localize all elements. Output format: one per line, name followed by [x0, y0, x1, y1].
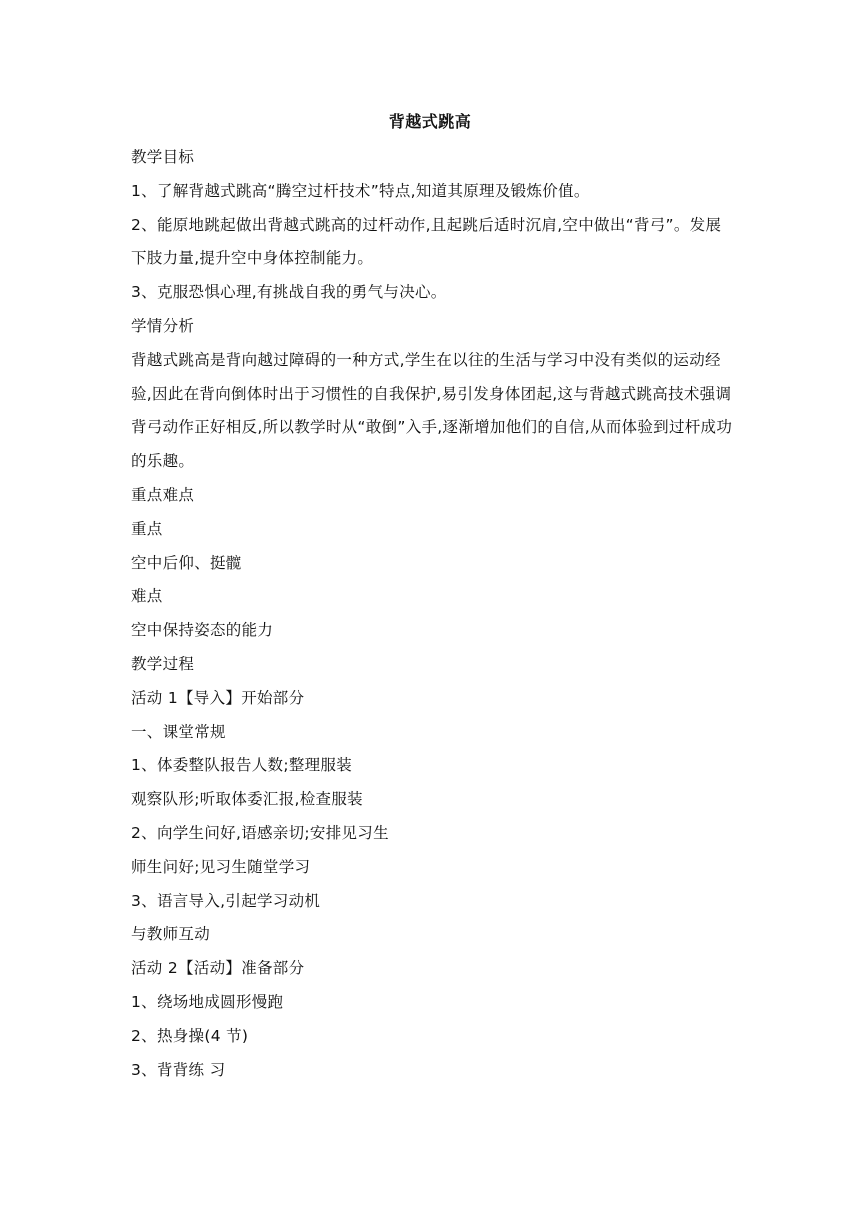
paragraph: 背越式跳高是背向越过障碍的一种方式,学生在以往的生活与学习中没有类似的运动经验,因此在背向倒体时出于习惯性的自我保护,易引发身体团起,这与背越式跳高技术强调背弓动作正好相反,所以教学时从“敢倒”入手,逐渐增加他们的自信,从而体验到过杆成功的乐趣。	[131, 350, 733, 471]
paragraph: 一、课堂常规	[131, 722, 226, 741]
paragraph: 1、体委整队报告人数;整理服装	[131, 756, 353, 775]
document-body	[131, 141, 733, 1087]
paragraph: 活动 2【活动】准备部分	[131, 959, 305, 978]
paragraph: 3、克服恐惧心理,有挑战自我的勇气与决心。	[131, 283, 447, 302]
paragraph: 观察队形;听取体委汇报,检查服装	[131, 790, 363, 809]
document-title: 背越式跳高	[388, 112, 472, 131]
paragraph: 难点	[131, 587, 163, 606]
paragraph: 1、了解背越式跳高“腾空过杆技术”特点,知道其原理及锻炼价值。	[131, 181, 590, 200]
paragraph: 活动 1【导入】开始部分	[131, 688, 305, 707]
paragraph: 空中后仰、挺髋	[131, 553, 242, 572]
paragraph: 与教师互动	[131, 925, 211, 944]
paragraph: 2、能原地跳起做出背越式跳高的过杆动作,且起跳后适时沉肩,空中做出“背弓”。发展下肢力量,提升空中身体控制能力。	[131, 215, 722, 268]
paragraph: 2、热身操(4 节)	[131, 1026, 249, 1045]
section-heading-teaching-process: 教学过程	[131, 654, 195, 673]
paragraph: 3、语言导入,引起学习动机	[131, 891, 321, 910]
paragraph: 3、背背练 习	[131, 1060, 226, 1079]
paragraph: 重点	[131, 519, 163, 538]
section-heading-key-points: 重点难点	[131, 485, 195, 504]
section-heading-teaching-goals: 教学目标	[131, 148, 195, 166]
paragraph: 师生问好;见习生随堂学习	[131, 857, 311, 876]
paragraph: 1、绕场地成圆形慢跑	[131, 992, 284, 1011]
paragraph: 空中保持姿态的能力	[131, 621, 274, 640]
paragraph: 2、向学生问好,语感亲切;安排见习生	[131, 823, 389, 842]
section-heading-learner-analysis: 学情分析	[131, 316, 195, 335]
